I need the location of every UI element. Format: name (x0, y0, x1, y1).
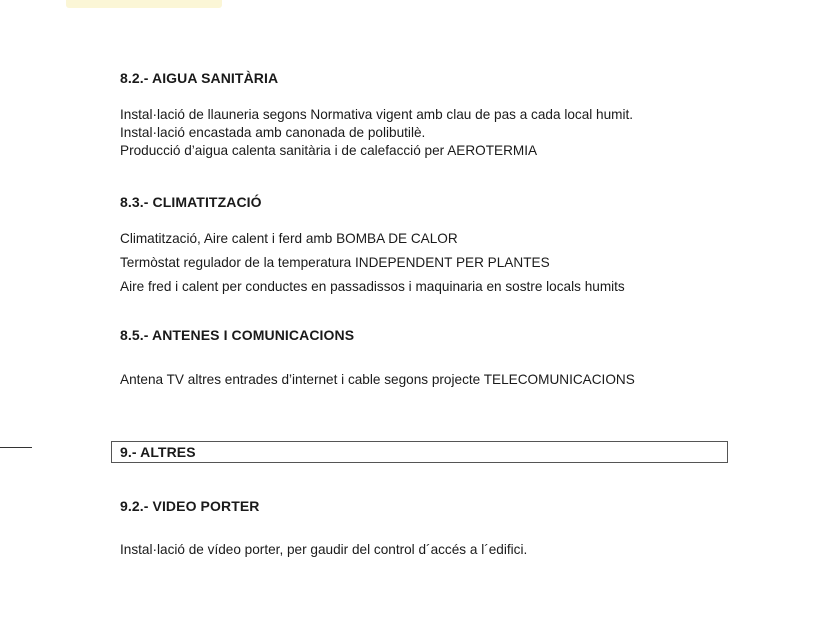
section-heading-video-porter: 9.2.- VIDEO PORTER (120, 498, 260, 514)
section-body-antenes (120, 372, 635, 387)
section-body-video-porter (120, 542, 527, 557)
body-line: Instal·lació de vídeo porter, per gaudir del control d´accés a l´edifici. (120, 542, 528, 557)
margin-rule (0, 447, 32, 448)
body-line: Aire fred i calent per conductes en passadissos i maquinaria en sostre locals humits (120, 279, 625, 294)
boxed-section-heading-altres (111, 441, 728, 463)
section-body-climatitzacio (120, 227, 625, 299)
highlight-mark (66, 0, 222, 8)
section-heading-climatitzacio: 8.3.- CLIMATITZACIÓ (120, 194, 262, 210)
body-line: Antena TV altres entrades d’internet i cable segons projecte TELECOMUNICACIONS (120, 372, 635, 387)
body-line: Instal·lació de llauneria segons Normativa vigent amb clau de pas a cada local humit. (120, 107, 634, 122)
section-body-aigua-sanitaria (120, 106, 633, 160)
body-line: Producció d’aigua calenta sanitària i de calefacció per AEROTERMIA (120, 143, 538, 158)
body-line: Instal·lació encastada amb canonada de polibutilè. (120, 125, 426, 140)
body-line: Termòstat regulador de la temperatura INDEPENDENT PER PLANTES (120, 255, 550, 270)
section-heading-antenes: 8.5.- ANTENES I COMUNICACIONS (120, 327, 355, 343)
body-line: Climatització, Aire calent i ferd amb BOMBA DE CALOR (120, 231, 458, 246)
section-heading-aigua-sanitaria: 8.2.- AIGUA SANITÀRIA (120, 70, 279, 86)
section-heading-altres: 9.- ALTRES (120, 444, 196, 460)
